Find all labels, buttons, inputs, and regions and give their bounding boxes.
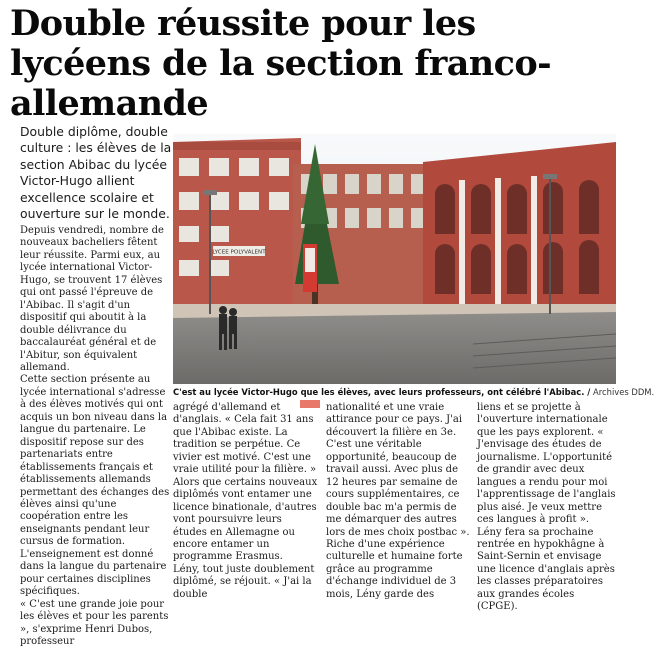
paragraph: Lény, tout juste doublement diplômé, se réjouit. « J'ai la double [173, 563, 315, 600]
building-sign: LYCEE POLYVALENT [212, 249, 266, 256]
photo-credit: Archives DDM. [593, 387, 654, 397]
photo-caption [173, 387, 654, 398]
paragraph: liens et se projette à l'ouverture internationale que les pays explorent. « J'envisage des études de journalisme. L'opportunité de grandir avec deux langues a rendu pour moi l'apprentissage de l'anglais plus aisé. Je veux mettre ces langues à profit ». [477, 402, 616, 526]
paragraph: « C'est une grande joie pour les élèves et pour les parents », s'exprime Henri Dubos, professeur [20, 598, 169, 647]
paragraph: Cette section présente au lycée international s'adresse à des élèves motivés qui ont acquis un bon niveau dans la langue du partenaire. Le dispositif repose sur des partenariats entre établissements français et établissements allemands permettant des échanges des élèves ainsi qu'une coopération entre les enseignants pendant leur cursus de formation. L'enseignement est donné dans la langue du partenaire pour certaines disciplines spécifiques. [20, 374, 170, 598]
column-3 [326, 402, 471, 601]
paragraph: Lény fera sa prochaine rentrée en hypokhâgne à Saint-Sernin et envisage une licence d'anglais après les classes préparatoires aux grandes écoles (CPGE). [477, 526, 615, 613]
headline: Double réussite pour les lycéens de la section franco-allemande [10, 3, 552, 124]
paragraph: nationalité et une vraie attirance pour ce pays. J'ai découvert la filière en 3e. C'est une véritable opportunité, beaucoup de travail aussi. Avec plus de 12 heures par semaine de cours supplémentaires, ce double bac m'a permis de me démarquer des autres lors de mes choix postbac ». Riche d'une expérience culturelle et humaine forte grâce au programme d'échange individuel de 3 mois, Lény garde des [326, 402, 470, 600]
school-photo [173, 134, 616, 384]
paragraph: agrégé d'allemand et d'anglais. « Cela fait 31 ans que l'Abibac existe. La tradition se perpétue. Ce vivier est motivé. C'est une vraie utilité pour la filière. » Alors que certains nouveaux diplômés vont entamer une licence binationale, d'autres vont poursuivre leurs études en Allemagne ou encore entamer un programme Erasmus. [173, 402, 318, 563]
lede: Double diplôme, double culture : les élèves de la section Abibac du lycée Victor-Hugo allient excellence scolaire et ouverture sur le monde. [20, 124, 172, 222]
paragraph: Depuis vendredi, nombre de nouveaux bacheliers fêtent leur réussite. Parmi eux, au lycée international Victor-Hugo, se trouvent 17 élèves qui ont passé l'épreuve de l'Abibac. Il s'agit d'un dispositif qui aboutit à la double délivrance du baccalauréat général et de l'Abitur, son équivalent allemand. [20, 225, 164, 373]
column-4 [477, 402, 617, 614]
column-1 [20, 225, 170, 648]
column-2 [173, 402, 318, 601]
caption-text: C'est au lycée Victor-Hugo que les élèves, avec leurs professeurs, ont célébré l'Abibac. / [173, 387, 591, 397]
